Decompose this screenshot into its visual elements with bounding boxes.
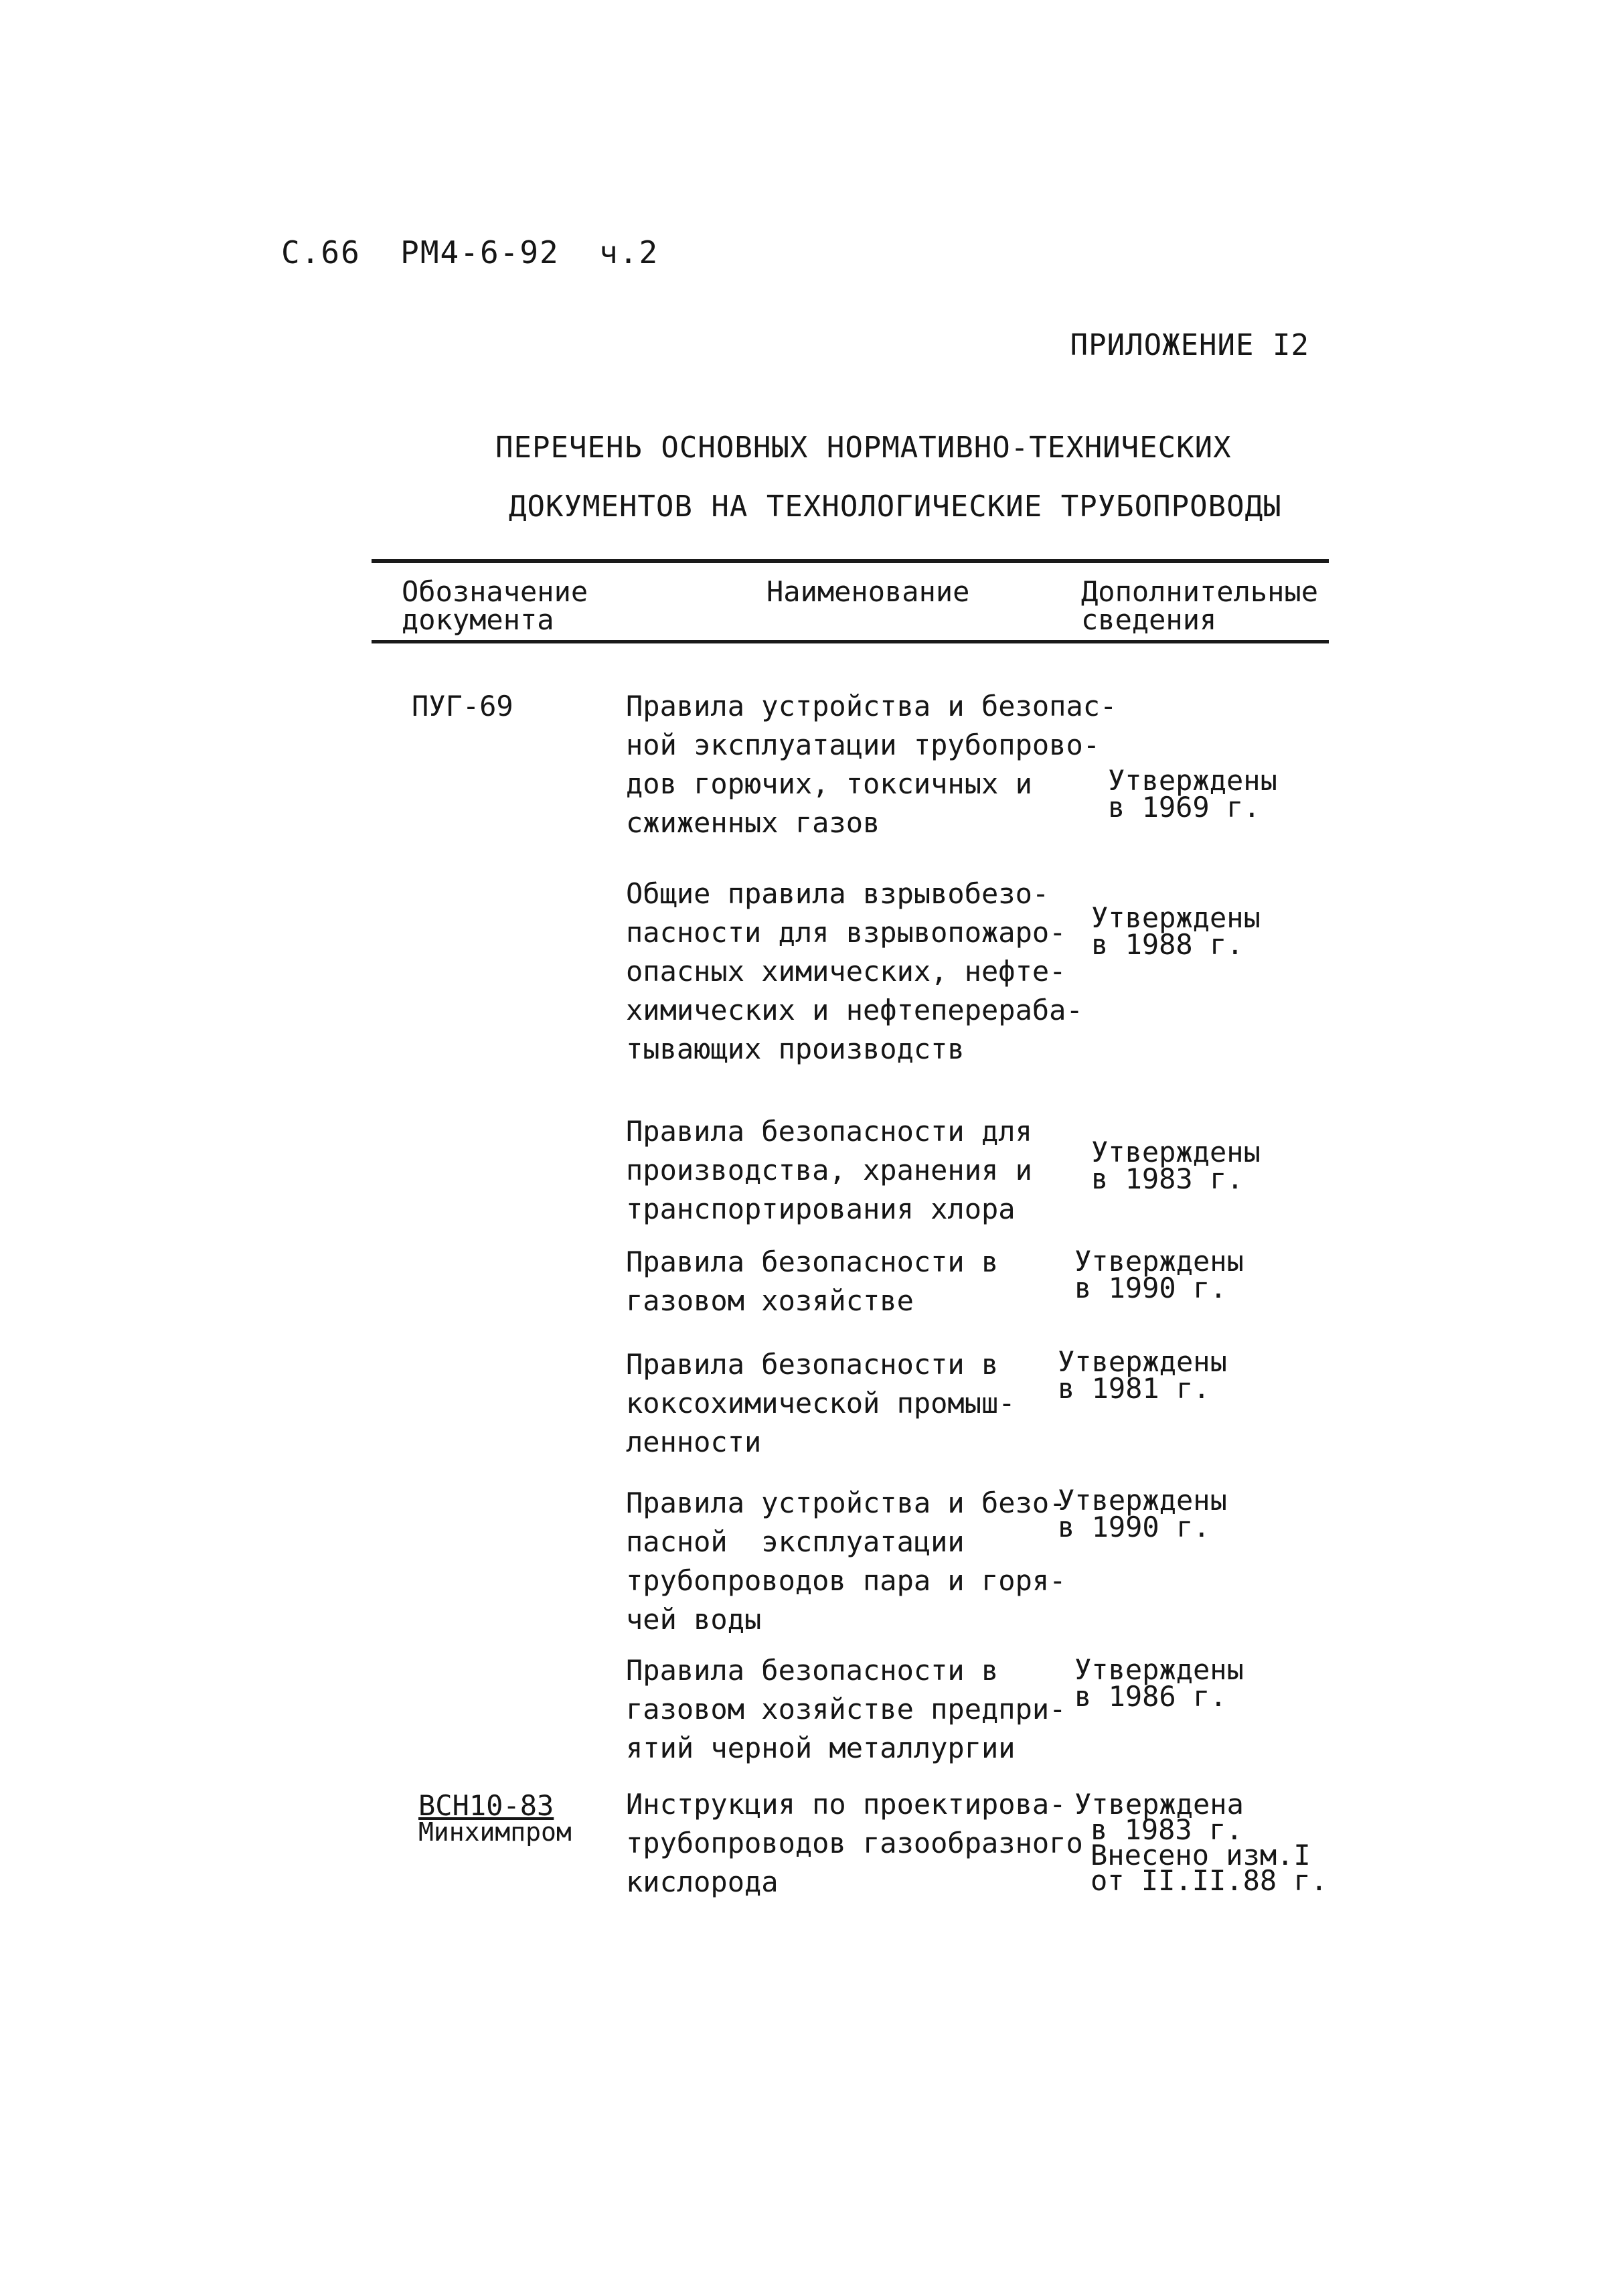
name-line: Инструкция по проектирова-	[626, 1788, 1066, 1821]
row-info	[1091, 901, 1372, 961]
name-line: кислорода	[626, 1865, 779, 1898]
header-name: Наименование	[766, 575, 970, 608]
name-line: трубопроводов пара и горя-	[626, 1564, 1066, 1597]
documents-table	[372, 559, 1329, 1898]
designation-code: ВСН10-83	[418, 1789, 554, 1822]
name-line: трубопроводов газообразного	[626, 1827, 1083, 1859]
row-name	[626, 874, 1101, 1069]
name-line: Правила безопасности в	[626, 1348, 999, 1381]
row-name	[626, 1345, 1101, 1462]
name-line: Правила устройства и безопас-	[626, 690, 1117, 722]
row-info	[1058, 1345, 1339, 1405]
header-designation-line: Обозначение	[402, 575, 588, 608]
info-line: Утверждены	[1091, 901, 1261, 934]
name-line: чей воды	[626, 1603, 762, 1636]
header-info-line: Дополнительные	[1081, 575, 1319, 608]
info-line: в 1969 г.	[1108, 791, 1261, 824]
row-info	[1058, 1484, 1339, 1543]
document-title-line-2: ДОКУМЕНТОВ НА ТЕХНОЛОГИЧЕСКИЕ ТРУБОПРОВОДЫ	[509, 489, 1282, 524]
name-line: Правила безопасности в	[626, 1654, 999, 1687]
document-title	[495, 418, 1282, 536]
name-line: опасных химических, нефте-	[626, 955, 1066, 988]
row-name	[626, 1651, 1101, 1768]
name-line: ятий черной металлургии	[626, 1732, 1016, 1764]
info-line: в 1986 г.	[1074, 1680, 1227, 1713]
header-designation-line: документа	[402, 603, 554, 636]
name-line: Правила устройства и безо-	[626, 1486, 1066, 1519]
header-designation	[402, 575, 623, 636]
row-name	[626, 1243, 1101, 1320]
name-line: сжиженных газов	[626, 806, 880, 839]
document-title-line-1: ПЕРЕЧЕНЬ ОСНОВНЫХ НОРМАТИВНО-ТЕХНИЧЕСКИХ	[495, 431, 1232, 465]
info-line: в 1988 г.	[1091, 928, 1244, 961]
row-info	[1074, 1245, 1356, 1304]
info-line: Внесено изм.I	[1091, 1839, 1311, 1871]
info-line: в 1990 г.	[1058, 1511, 1210, 1543]
info-line: Утверждена	[1074, 1788, 1244, 1821]
info-line: Утверждены	[1058, 1484, 1227, 1517]
name-line: коксохимической промыш-	[626, 1387, 1016, 1420]
appendix-label: ПРИЛОЖЕНИЕ I2	[1070, 328, 1309, 362]
info-line: Утверждены	[1108, 764, 1277, 797]
info-line: от II.II.88 г.	[1091, 1864, 1328, 1897]
name-line: химических и нефтеперераба-	[626, 994, 1083, 1026]
row-name	[626, 687, 1117, 842]
row-name	[626, 1484, 1101, 1639]
name-line: пасной эксплуатации	[626, 1525, 965, 1558]
row-info	[1074, 1653, 1356, 1713]
name-line: ленности	[626, 1426, 762, 1458]
header-additional-info	[1081, 575, 1336, 636]
header-info-line: сведения	[1081, 603, 1217, 636]
info-line: Утверждены	[1074, 1653, 1244, 1686]
row-designation	[412, 692, 606, 720]
row-name	[626, 1112, 1101, 1229]
row-name	[626, 1785, 1101, 1902]
table-header-rule	[372, 640, 1329, 643]
row-info	[1091, 1136, 1372, 1195]
name-line: газовом хозяйстве	[626, 1284, 914, 1317]
info-line: Утверждены	[1074, 1245, 1244, 1278]
name-line: Общие правила взрывобезо-	[626, 877, 1050, 910]
info-line: в 1990 г.	[1074, 1272, 1227, 1304]
table-header	[372, 563, 1329, 640]
row-info	[1074, 1788, 1356, 1897]
info-line: Утверждены	[1058, 1345, 1227, 1378]
designation-code: ПУГ-69	[412, 690, 513, 722]
name-line: ной эксплуатации трубопрово-	[626, 729, 1101, 761]
info-line: Утверждены	[1091, 1136, 1261, 1168]
info-line: в 1983 г.	[1091, 1162, 1244, 1195]
row-info	[1108, 764, 1389, 824]
name-line: Правила безопасности в	[626, 1245, 999, 1278]
name-line: дов горючих, токсичных и	[626, 767, 1032, 800]
name-line: пасности для взрывопожаро-	[626, 916, 1066, 949]
page-header: С.66 РМ4-6-92 ч.2	[281, 234, 659, 271]
name-line: производства, хранения и	[626, 1154, 1032, 1187]
info-line: в 1983 г.	[1091, 1813, 1243, 1846]
name-line: тывающих производств	[626, 1032, 965, 1065]
name-line: газовом хозяйстве предпри-	[626, 1693, 1066, 1726]
designation-ministry: Минхимпром	[418, 1817, 572, 1847]
info-line: в 1981 г.	[1058, 1372, 1210, 1405]
row-designation	[418, 1789, 613, 1847]
name-line: транспортирования хлора	[626, 1193, 1016, 1225]
name-line: Правила безопасности для	[626, 1115, 1032, 1148]
